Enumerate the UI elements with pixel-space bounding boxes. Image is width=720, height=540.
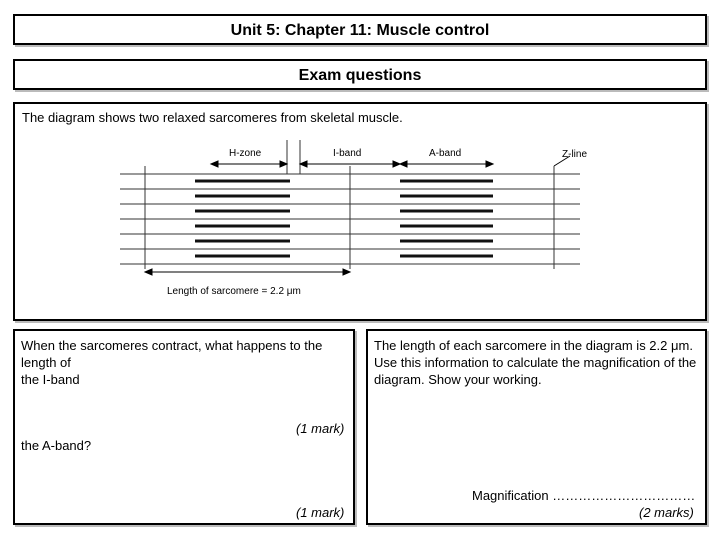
question-left-panel xyxy=(13,329,355,525)
top-arrows xyxy=(211,156,570,167)
h-zone-label: H-zone xyxy=(229,148,262,159)
length-arrow xyxy=(145,269,350,275)
i-band-label: I-band xyxy=(333,148,362,159)
title-banner xyxy=(13,14,707,45)
magnification-answer-line[interactable]: Magnification …………………………… xyxy=(472,488,696,503)
diagram-caption: The diagram shows two relaxed sarcomeres from skeletal muscle. xyxy=(22,110,403,125)
diagram-panel xyxy=(13,102,707,321)
sarcomere-diagram xyxy=(15,104,705,319)
a-band-label: A-band xyxy=(429,148,462,159)
question-right-panel xyxy=(366,329,707,525)
mark-2: (1 mark) xyxy=(296,505,345,520)
h-zone-markers xyxy=(287,140,300,174)
subtitle-banner xyxy=(13,59,707,90)
mark-3: (2 marks) xyxy=(639,505,694,520)
question-left-part-b: the A-band? xyxy=(21,438,92,453)
z-line-label: Z-line xyxy=(562,149,588,160)
question-right-prompt: The length of each sarcomere in the diagram is 2.2 μm. Use this information to calculate the magnification of the diagram. Show your working. xyxy=(374,338,697,387)
question-left-prompt: When the sarcomeres contract, what happens to the length of the I-band xyxy=(21,338,323,387)
mark-1: (1 mark) xyxy=(296,421,345,436)
sarcomere-length-label: Length of sarcomere = 2.2 μm xyxy=(167,286,301,297)
section-title: Exam questions xyxy=(298,67,422,84)
page-title: Unit 5: Chapter 11: Muscle control xyxy=(230,22,490,39)
